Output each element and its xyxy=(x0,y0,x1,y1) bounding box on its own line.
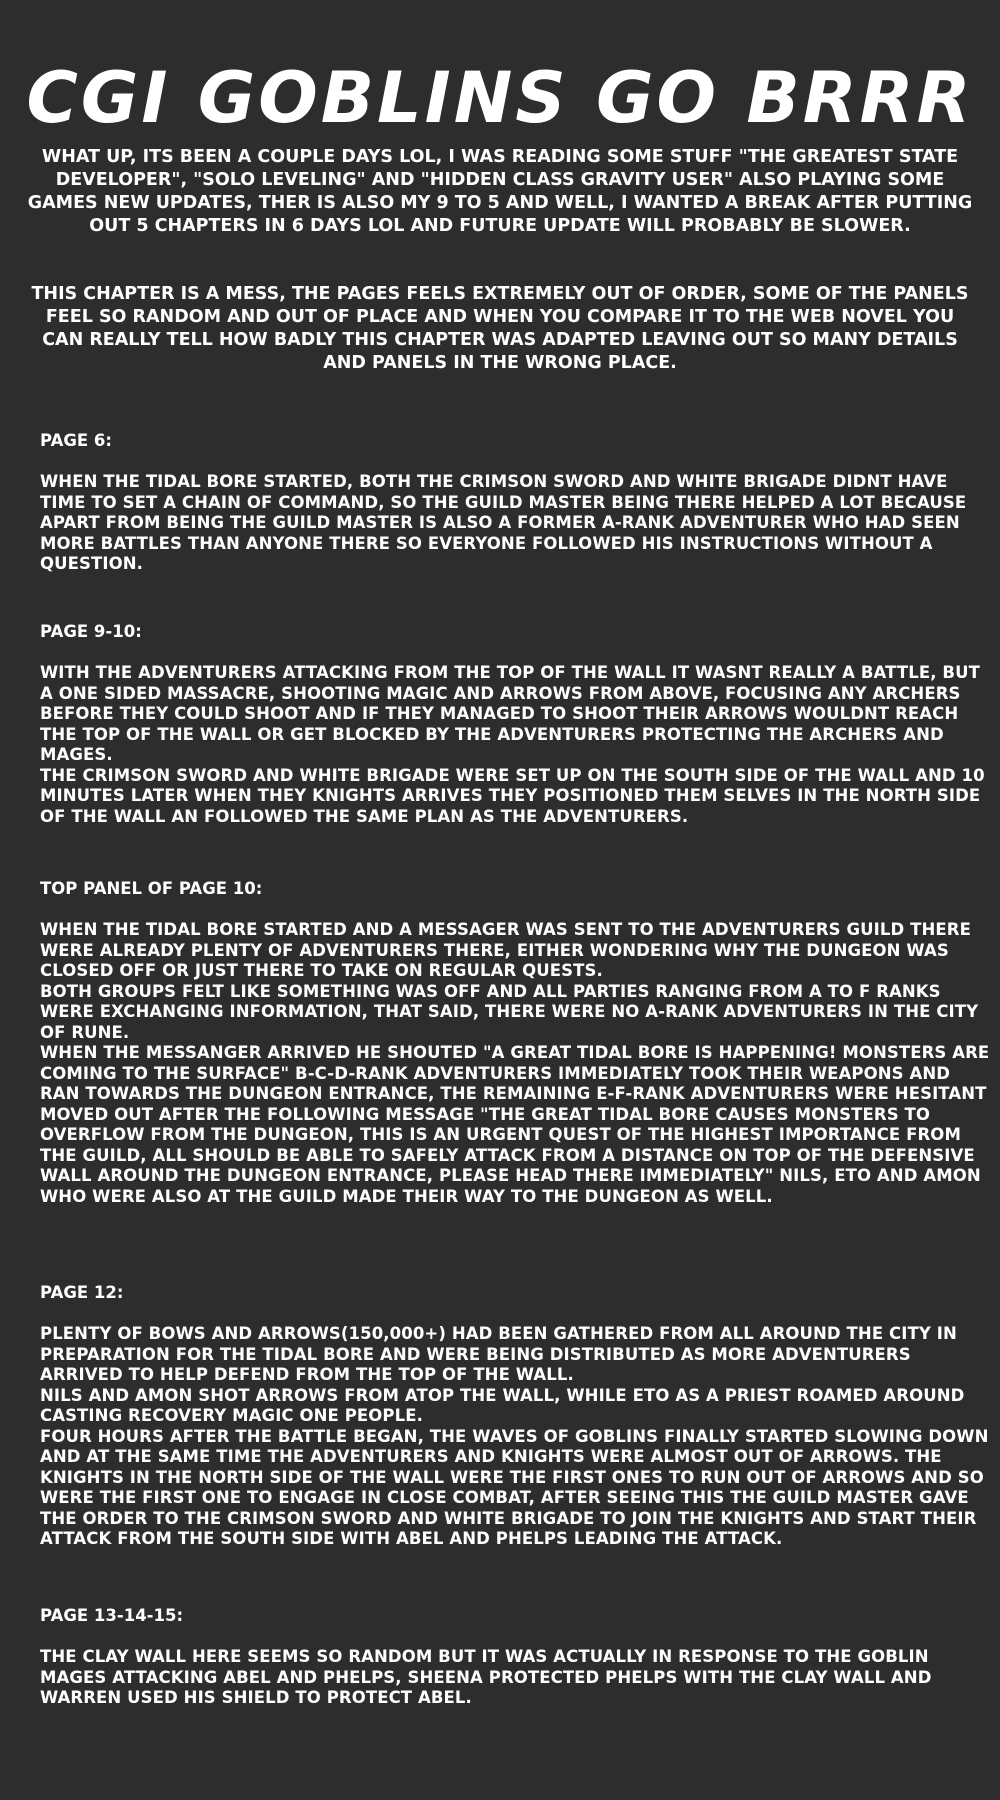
section-paragraph: THE CRIMSON SWORD AND WHITE BRIGADE WERE SET UP ON THE SOUTH SIDE OF THE WALL AND 10 MINUTES LATER WHEN THEY KNIGHTS ARRIVES THEY POSITIONED THEM SELVES IN THE NORTH SIDE OF THE WALL AN FOLLOWED THE SAME PLAN AS THE ADVENTURERS. xyxy=(40,765,985,826)
section-paragraph: BOTH GROUPS FELT LIKE SOMETHING WAS OFF AND ALL PARTIES RANGING FROM A TO F RANKS WERE EXCHANGING INFORMATION, THAT SAID, THERE WERE NO A-RANK ADVENTURERS IN THE CITY OF RUNE. xyxy=(40,981,979,1042)
section-paragraph: WHEN THE TIDAL BORE STARTED, BOTH THE CRIMSON SWORD AND WHITE BRIGADE DIDNT HAVE TIME TO SET A CHAIN OF COMMAND, SO THE GUILD MASTER BEING THERE HELPED A LOT BECAUSE APART FROM BEING THE GUILD MASTER IS ALSO A FORMER A-RANK ADVENTURER WHO HAD SEEN MORE BATTLES THAN ANYONE THERE SO EVERYONE FOLLOWED HIS INSTRUCTIONS WITHOUT A QUESTION. xyxy=(40,472,967,573)
note-section-page-12 xyxy=(40,1282,990,1550)
section-heading: TOP PANEL OF PAGE 10: xyxy=(40,879,263,898)
section-paragraph: WHEN THE TIDAL BORE STARTED AND A MESSAGER WAS SENT TO THE ADVENTURERS GUILD THERE WERE ALREADY PLENTY OF ADVENTURERS THERE, EITHER WONDERING WHY THE DUNGEON WAS CLOSED OFF OR JUST THERE TO TAKE ON REGULAR QUESTS. xyxy=(40,920,971,980)
note-section-top-panel-page-10 xyxy=(40,878,990,1207)
section-heading: PAGE 13-14-15: xyxy=(40,1606,184,1625)
section-paragraph: THE CLAY WALL HERE SEEMS SO RANDOM BUT IT WAS ACTUALLY IN RESPONSE TO THE GOBLIN MAGES ATTACKING ABEL AND PHELPS, SHEENA PROTECTED PHELPS WITH THE CLAY WALL AND WARREN USED HIS SHIELD TO PROTECT ABEL. xyxy=(40,1647,932,1707)
intro-paragraph-1: WHAT UP, ITS BEEN A COUPLE DAYS LOL, I WAS READING SOME STUFF "THE GREATEST STATE DEVELOPER", "SOLO LEVELING" AND "HIDDEN CLASS GRAVITY USER" ALSO PLAYING SOME GAMES NEW UPDATES, THER IS ALSO MY 9 TO 5 AND WELL, I WANTED A BREAK AFTER PUTTING OUT 5 CHAPTERS IN 6 DAYS LOL AND FUTURE UPDATE WILL PROBABLY BE SLOWER. xyxy=(27,147,973,236)
section-heading: PAGE 12: xyxy=(40,1283,124,1302)
intro-paragraph-2: THIS CHAPTER IS A MESS, THE PAGES FEELS EXTREMELY OUT OF ORDER, SOME OF THE PANELS FEEL SO RANDOM AND OUT OF PLACE AND WHEN YOU COMPARE IT TO THE WEB NOVEL YOU CAN REALLY TELL HOW BADLY THIS CHAPTER WAS ADAPTED LEAVING OUT SO MANY DETAILS AND PANELS IN THE WRONG PLACE. xyxy=(31,284,969,373)
note-section-page-6 xyxy=(40,430,990,575)
note-section-page-9-10 xyxy=(40,621,990,827)
page-title: CGI GOBLINS GO BRRR xyxy=(26,57,974,139)
section-paragraph: PLENTY OF BOWS AND ARROWS(150,000+) HAD BEEN GATHERED FROM ALL AROUND THE CITY IN PREPARATION FOR THE TIDAL BORE AND WERE BEING DISTRIBUTED AS MORE ADVENTURERS ARRIVED TO HELP DEFEND FROM THE TOP OF THE WALL. xyxy=(40,1324,957,1384)
note-section-page-13-14-15 xyxy=(40,1605,990,1709)
section-paragraph: NILS AND AMON SHOT ARROWS FROM ATOP THE WALL, WHILE ETO AS A PRIEST ROAMED AROUND CASTING RECOVERY MAGIC ONE PEOPLE. xyxy=(40,1385,965,1425)
section-paragraph: WHEN THE MESSANGER ARRIVED HE SHOUTED "A GREAT TIDAL BORE IS HAPPENING! MONSTERS ARE COMING TO THE SURFACE" B-C-D-RANK ADVENTURERS IMMEDIATELY TOOK THEIR WEAPONS AND RAN TOWARDS THE DUNGEON ENTRANCE, THE REMAINING E-F-RANK ADVENTURERS WERE HESITANT MOVED OUT AFTER THE FOLLOWING MESSAGE "THE GREAT TIDAL BORE CAUSES MONSTERS TO OVERFLOW FROM THE DUNGEON, THIS IS AN URGENT QUEST OF THE HIGHEST IMPORTANCE FROM THE GUILD, ALL SHOULD BE ABLE TO SAFELY ATTACK FROM A DISTANCE ON TOP OF THE DEFENSIVE WALL AROUND THE DUNGEON ENTRANCE, PLEASE HEAD THERE IMMEDIATELY" NILS, ETO AND AMON WHO WERE ALSO AT THE GUILD MADE THEIR WAY TO THE DUNGEON AS WELL. xyxy=(40,1043,990,1206)
section-paragraph: WITH THE ADVENTURERS ATTACKING FROM THE TOP OF THE WALL IT WASNT REALLY A BATTLE, BUT A ONE SIDED MASSACRE, SHOOTING MAGIC AND ARROWS FROM ABOVE, FOCUSING ANY ARCHERS BEFORE THEY COULD SHOOT AND IF THEY MANAGED TO SHOOT THEIR ARROWS WOULDNT REACH THE TOP OF THE WALL OR GET BLOCKED BY THE ADVENTURERS PROTECTING THE ARCHERS AND MAGES. xyxy=(40,663,980,764)
section-heading: PAGE 6: xyxy=(40,431,112,450)
section-paragraph: FOUR HOURS AFTER THE BATTLE BEGAN, THE WAVES OF GOBLINS FINALLY STARTED SLOWING DOWN AND AT THE SAME TIME THE ADVENTURERS AND KNIGHTS WERE ALMOST OUT OF ARROWS. THE KNIGHTS IN THE NORTH SIDE OF THE WALL WERE THE FIRST ONES TO RUN OUT OF ARROWS AND SO WERE THE FIRST ONE TO ENGAGE IN CLOSE COMBAT, AFTER SEEING THIS THE GUILD MASTER GAVE THE ORDER TO THE CRIMSON SWORD AND WHITE BRIGADE TO JOIN THE KNIGHTS AND START THEIR ATTACK FROM THE SOUTH SIDE WITH ABEL AND PHELPS LEADING THE ATTACK. xyxy=(40,1426,989,1548)
section-heading: PAGE 9-10: xyxy=(40,622,142,641)
